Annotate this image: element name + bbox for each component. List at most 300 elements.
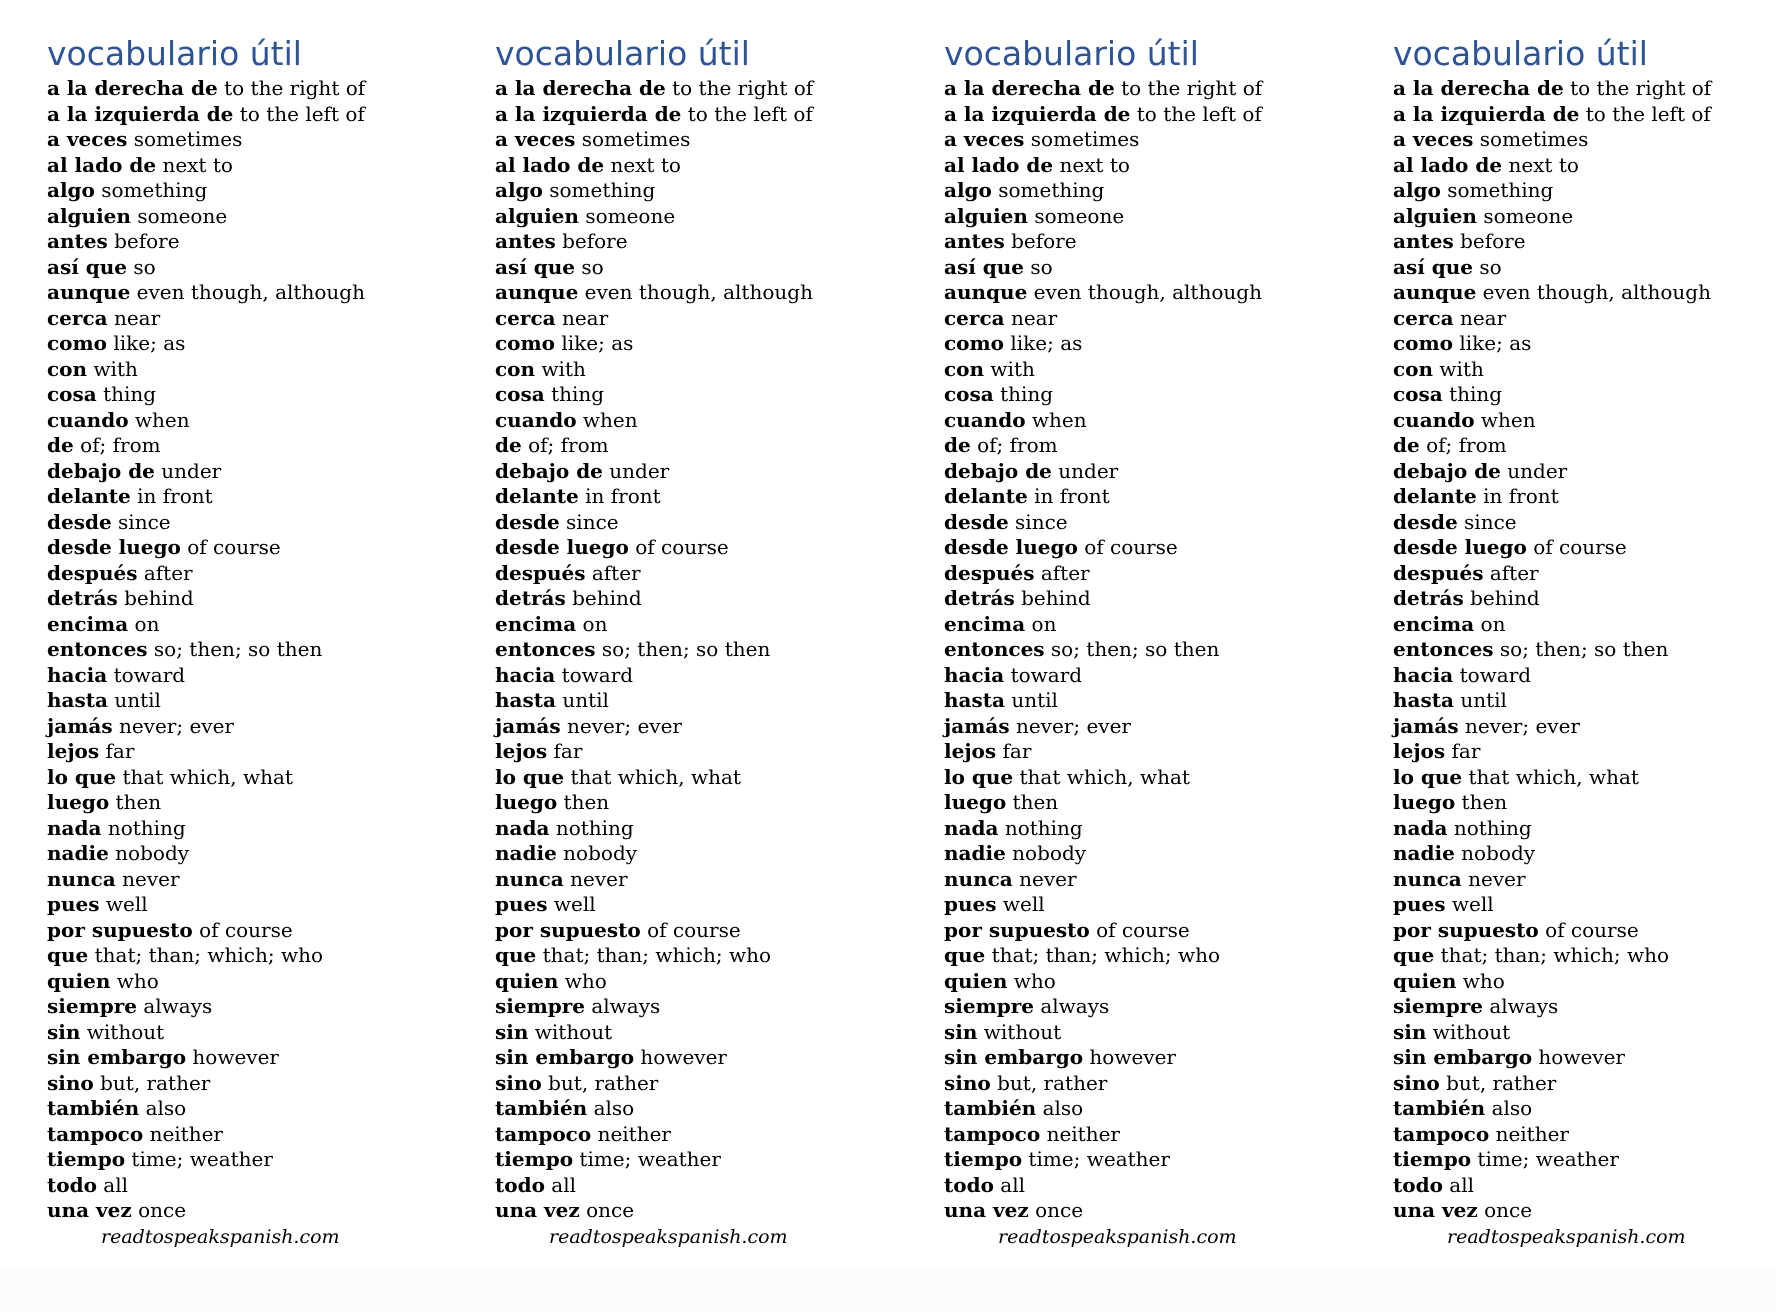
english-translation: to the left of bbox=[239, 101, 365, 126]
spanish-term: nada bbox=[944, 815, 999, 840]
english-translation: neither bbox=[1046, 1121, 1120, 1146]
spanish-term: también bbox=[495, 1096, 588, 1120]
vocab-entry bbox=[944, 433, 1344, 459]
vocab-entry bbox=[47, 1173, 447, 1199]
vocab-entry bbox=[495, 816, 895, 842]
english-translation: who bbox=[564, 968, 607, 993]
english-translation: like; as bbox=[1459, 331, 1532, 355]
english-translation: thing bbox=[1000, 382, 1054, 406]
vocab-entry bbox=[47, 127, 447, 153]
column-footer: readtospeakspanish.com bbox=[101, 1225, 340, 1248]
vocab-entry bbox=[944, 612, 1344, 638]
vocab-entry bbox=[495, 357, 895, 383]
vocab-entry bbox=[944, 1198, 1344, 1224]
spanish-term: nadie bbox=[47, 841, 109, 865]
spanish-term: lejos bbox=[47, 739, 100, 763]
vocab-entry bbox=[495, 255, 895, 281]
vocab-entry bbox=[944, 382, 1344, 408]
vocab-entry bbox=[495, 1020, 895, 1046]
spanish-term: quien bbox=[944, 968, 1008, 993]
english-translation: after bbox=[143, 560, 193, 585]
english-translation: after bbox=[1489, 560, 1539, 585]
english-translation: since bbox=[566, 509, 619, 534]
spanish-term: por supuesto bbox=[944, 917, 1090, 942]
english-translation: someone bbox=[1483, 203, 1574, 228]
vocab-entry bbox=[1393, 943, 1776, 969]
vocab-entry bbox=[944, 459, 1344, 485]
english-translation: that which, what bbox=[1019, 764, 1190, 789]
vocab-entry bbox=[47, 484, 447, 510]
english-translation: of course bbox=[1545, 917, 1639, 942]
spanish-term: al lado de bbox=[1393, 152, 1503, 177]
vocab-entry bbox=[47, 306, 447, 332]
spanish-term: antes bbox=[944, 229, 1005, 253]
vocab-entry bbox=[495, 1071, 895, 1097]
english-translation: after bbox=[1040, 560, 1090, 585]
vocab-entry bbox=[944, 306, 1344, 332]
english-translation: always bbox=[1489, 994, 1559, 1018]
spanish-term: siempre bbox=[1393, 994, 1483, 1018]
vocab-entry bbox=[944, 841, 1344, 867]
english-translation: since bbox=[1015, 509, 1068, 534]
english-translation: even though, although bbox=[1482, 280, 1711, 304]
spanish-term: como bbox=[1393, 331, 1454, 355]
spanish-term: desde luego bbox=[944, 535, 1078, 559]
english-translation: to the left of bbox=[1585, 101, 1711, 126]
spanish-term: tiempo bbox=[47, 1147, 126, 1171]
vocab-entry bbox=[495, 969, 895, 995]
vocab-entry bbox=[495, 739, 895, 765]
spanish-term: con bbox=[1393, 356, 1434, 381]
vocab-entry bbox=[47, 510, 447, 536]
english-translation: so bbox=[581, 254, 604, 279]
english-translation: until bbox=[562, 688, 609, 712]
english-translation: sometimes bbox=[133, 127, 243, 151]
spanish-term: hasta bbox=[495, 688, 556, 712]
spanish-term: aunque bbox=[495, 280, 579, 304]
vocab-entry bbox=[944, 76, 1344, 102]
spanish-term: siempre bbox=[944, 994, 1034, 1018]
spanish-term: a la derecha de bbox=[47, 76, 218, 100]
english-translation: to the right of bbox=[1570, 76, 1712, 100]
english-translation: then bbox=[563, 790, 610, 814]
spanish-term: delante bbox=[1393, 484, 1477, 508]
english-translation: nobody bbox=[1012, 841, 1087, 865]
english-translation: of; from bbox=[80, 433, 161, 457]
vocab-entry bbox=[1393, 637, 1776, 663]
spanish-term: sin embargo bbox=[495, 1045, 635, 1069]
english-translation: next to bbox=[1059, 152, 1130, 177]
vocab-entry bbox=[1393, 484, 1776, 510]
spanish-term: algo bbox=[944, 178, 992, 202]
spanish-term: todo bbox=[944, 1172, 994, 1197]
spanish-term: sin embargo bbox=[944, 1045, 1084, 1069]
vocab-entry bbox=[1393, 204, 1776, 230]
vocab-entry bbox=[47, 459, 447, 485]
spanish-term: debajo de bbox=[944, 458, 1052, 483]
spanish-term: sino bbox=[495, 1070, 542, 1095]
vocab-entry bbox=[47, 841, 447, 867]
english-translation: never bbox=[570, 866, 628, 891]
spanish-term: a la derecha de bbox=[944, 76, 1115, 100]
vocab-entry bbox=[495, 1122, 895, 1148]
vocab-entry bbox=[944, 637, 1344, 663]
spanish-term: sin bbox=[47, 1019, 81, 1044]
vocab-column-3 bbox=[944, 32, 1344, 1250]
vocab-entry bbox=[944, 153, 1344, 179]
spanish-term: a la izquierda de bbox=[944, 101, 1131, 126]
vocab-entry bbox=[47, 408, 447, 434]
spanish-term: nunca bbox=[495, 866, 564, 891]
english-translation: on bbox=[134, 611, 160, 636]
vocab-entry bbox=[495, 943, 895, 969]
english-translation: without bbox=[86, 1019, 165, 1044]
spanish-term: nadie bbox=[1393, 841, 1455, 865]
vocab-entry bbox=[495, 637, 895, 663]
vocab-entry bbox=[1393, 229, 1776, 255]
spanish-term: luego bbox=[495, 790, 558, 814]
english-translation: in front bbox=[585, 484, 661, 508]
english-translation: so; then; so then bbox=[1050, 637, 1220, 661]
spanish-term: jamás bbox=[944, 713, 1010, 738]
english-translation: of course bbox=[1096, 917, 1190, 942]
vocab-entry bbox=[495, 867, 895, 893]
english-translation: of course bbox=[1533, 535, 1627, 559]
spanish-term: hacia bbox=[47, 662, 108, 687]
vocab-entry bbox=[1393, 102, 1776, 128]
vocab-entry bbox=[944, 790, 1344, 816]
vocab-entry bbox=[1393, 561, 1776, 587]
vocab-entry bbox=[944, 280, 1344, 306]
english-translation: neither bbox=[149, 1121, 223, 1146]
vocab-entry bbox=[944, 1147, 1344, 1173]
spanish-term: sin embargo bbox=[1393, 1045, 1533, 1069]
english-translation: always bbox=[591, 994, 661, 1018]
english-translation: toward bbox=[1010, 662, 1083, 687]
vocab-entry bbox=[1393, 612, 1776, 638]
english-translation: of course bbox=[635, 535, 729, 559]
vocab-entry bbox=[1393, 280, 1776, 306]
vocab-entry bbox=[944, 1096, 1344, 1122]
english-translation: before bbox=[1011, 229, 1077, 253]
spanish-term: también bbox=[1393, 1096, 1486, 1120]
vocab-entry bbox=[1393, 1045, 1776, 1071]
spanish-term: entonces bbox=[495, 637, 596, 661]
vocab-list bbox=[944, 76, 1344, 1224]
english-translation: with bbox=[541, 356, 586, 381]
vocab-entry bbox=[495, 459, 895, 485]
vocab-entry bbox=[1393, 739, 1776, 765]
vocab-entry bbox=[47, 637, 447, 663]
english-translation: on bbox=[1480, 611, 1506, 636]
spanish-term: entonces bbox=[1393, 637, 1494, 661]
vocab-list bbox=[495, 76, 895, 1224]
spanish-term: encima bbox=[1393, 611, 1475, 636]
vocab-entry bbox=[495, 127, 895, 153]
spanish-term: lejos bbox=[944, 739, 997, 763]
spanish-term: entonces bbox=[47, 637, 148, 661]
english-translation: nobody bbox=[563, 841, 638, 865]
vocab-entry bbox=[944, 535, 1344, 561]
english-translation: then bbox=[1461, 790, 1508, 814]
spanish-term: detrás bbox=[47, 586, 118, 610]
english-translation: so bbox=[1030, 254, 1053, 279]
english-translation: of; from bbox=[1426, 433, 1507, 457]
english-translation: that; than; which; who bbox=[991, 943, 1221, 967]
english-translation: sometimes bbox=[1479, 127, 1589, 151]
vocab-entry bbox=[1393, 586, 1776, 612]
vocab-entry bbox=[47, 204, 447, 230]
english-translation: without bbox=[983, 1019, 1062, 1044]
vocab-entry bbox=[47, 1096, 447, 1122]
spanish-term: cuando bbox=[495, 407, 577, 432]
spanish-term: después bbox=[47, 560, 138, 585]
vocab-entry bbox=[495, 765, 895, 791]
vocab-entry bbox=[495, 561, 895, 587]
vocab-entry bbox=[1393, 841, 1776, 867]
english-translation: something bbox=[101, 178, 208, 202]
vocab-entry bbox=[47, 1071, 447, 1097]
spanish-term: antes bbox=[495, 229, 556, 253]
spanish-term: hasta bbox=[944, 688, 1005, 712]
english-translation: who bbox=[116, 968, 159, 993]
vocab-entry bbox=[47, 76, 447, 102]
english-translation: also bbox=[145, 1096, 187, 1120]
spanish-term: quien bbox=[495, 968, 559, 993]
spanish-term: a la izquierda de bbox=[1393, 101, 1580, 126]
vocab-list bbox=[1393, 76, 1776, 1224]
spanish-term: tiempo bbox=[1393, 1147, 1472, 1171]
vocab-entry bbox=[495, 102, 895, 128]
english-translation: someone bbox=[137, 203, 228, 228]
spanish-term: nadie bbox=[495, 841, 557, 865]
spanish-term: cerca bbox=[1393, 305, 1454, 330]
spanish-term: al lado de bbox=[944, 152, 1054, 177]
english-translation: under bbox=[609, 458, 670, 483]
vocab-entry bbox=[47, 535, 447, 561]
vocab-entry bbox=[495, 76, 895, 102]
english-translation: once bbox=[1484, 1198, 1533, 1222]
english-translation: next to bbox=[610, 152, 681, 177]
spanish-term: quien bbox=[1393, 968, 1457, 993]
english-translation: with bbox=[1439, 356, 1484, 381]
spanish-term: delante bbox=[47, 484, 131, 508]
spanish-term: lejos bbox=[495, 739, 548, 763]
english-translation: all bbox=[1000, 1172, 1025, 1197]
spanish-term: con bbox=[944, 356, 985, 381]
english-translation: so bbox=[1479, 254, 1502, 279]
english-translation: behind bbox=[572, 586, 642, 610]
english-translation: also bbox=[1491, 1096, 1533, 1120]
vocab-entry bbox=[944, 663, 1344, 689]
vocab-entry bbox=[47, 994, 447, 1020]
vocab-entry bbox=[47, 1020, 447, 1046]
english-translation: before bbox=[1460, 229, 1526, 253]
english-translation: next to bbox=[1508, 152, 1579, 177]
spanish-term: tampoco bbox=[1393, 1121, 1490, 1146]
spanish-term: como bbox=[47, 331, 108, 355]
spanish-term: sin embargo bbox=[47, 1045, 187, 1069]
column-footer: readtospeakspanish.com bbox=[549, 1225, 788, 1248]
english-translation: in front bbox=[1483, 484, 1559, 508]
vocab-entry bbox=[1393, 255, 1776, 281]
vocab-entry bbox=[495, 688, 895, 714]
english-translation: all bbox=[1449, 1172, 1474, 1197]
vocab-entry bbox=[495, 714, 895, 740]
english-translation: never; ever bbox=[1464, 713, 1580, 738]
vocab-entry bbox=[944, 994, 1344, 1020]
spanish-term: luego bbox=[47, 790, 110, 814]
vocab-entry bbox=[944, 586, 1344, 612]
vocab-entry bbox=[1393, 510, 1776, 536]
vocab-entry bbox=[944, 1020, 1344, 1046]
english-translation: even though, although bbox=[1033, 280, 1262, 304]
vocab-entry bbox=[944, 255, 1344, 281]
vocab-entry bbox=[47, 765, 447, 791]
page-bottom-margin bbox=[0, 1270, 1776, 1312]
spanish-term: delante bbox=[944, 484, 1028, 508]
vocab-entry bbox=[1393, 790, 1776, 816]
spanish-term: antes bbox=[47, 229, 108, 253]
spanish-term: nunca bbox=[1393, 866, 1462, 891]
spanish-term: a veces bbox=[944, 127, 1025, 151]
english-translation: however bbox=[1089, 1045, 1176, 1069]
english-translation: so; then; so then bbox=[153, 637, 323, 661]
english-translation: well bbox=[105, 892, 148, 916]
english-translation: once bbox=[138, 1198, 187, 1222]
english-translation: far bbox=[553, 739, 583, 763]
english-translation: behind bbox=[1470, 586, 1540, 610]
spanish-term: todo bbox=[47, 1172, 97, 1197]
english-translation: on bbox=[1031, 611, 1057, 636]
spanish-term: lo que bbox=[47, 764, 117, 789]
english-translation: who bbox=[1462, 968, 1505, 993]
english-translation: when bbox=[582, 407, 638, 432]
spanish-term: lo que bbox=[944, 764, 1014, 789]
vocab-entry bbox=[495, 1198, 895, 1224]
spanish-term: antes bbox=[1393, 229, 1454, 253]
spanish-term: pues bbox=[495, 892, 548, 916]
spanish-term: tiempo bbox=[944, 1147, 1023, 1171]
english-translation: until bbox=[114, 688, 161, 712]
vocab-entry bbox=[495, 382, 895, 408]
spanish-term: sino bbox=[1393, 1070, 1440, 1095]
vocab-entry bbox=[944, 229, 1344, 255]
english-translation: of; from bbox=[528, 433, 609, 457]
english-translation: with bbox=[93, 356, 138, 381]
spanish-term: delante bbox=[495, 484, 579, 508]
english-translation: that which, what bbox=[1468, 764, 1639, 789]
vocab-entry bbox=[47, 816, 447, 842]
vocab-entry bbox=[47, 1045, 447, 1071]
english-translation: behind bbox=[1021, 586, 1091, 610]
vocab-entry bbox=[47, 153, 447, 179]
english-translation: nothing bbox=[555, 815, 634, 840]
english-translation: something bbox=[998, 178, 1105, 202]
vocab-entry bbox=[944, 357, 1344, 383]
english-translation: but, rather bbox=[548, 1070, 659, 1095]
english-translation: under bbox=[1507, 458, 1568, 483]
spanish-term: cosa bbox=[944, 382, 994, 406]
english-translation: without bbox=[534, 1019, 613, 1044]
vocab-entry bbox=[1393, 357, 1776, 383]
english-translation: time; weather bbox=[579, 1147, 721, 1171]
vocab-entry bbox=[47, 382, 447, 408]
vocab-entry bbox=[944, 1122, 1344, 1148]
vocab-entry bbox=[944, 1071, 1344, 1097]
english-translation: nothing bbox=[1453, 815, 1532, 840]
vocab-entry bbox=[495, 841, 895, 867]
english-translation: that which, what bbox=[122, 764, 293, 789]
english-translation: since bbox=[1464, 509, 1517, 534]
spanish-term: sino bbox=[47, 1070, 94, 1095]
vocab-entry bbox=[944, 331, 1344, 357]
vocab-entry bbox=[1393, 714, 1776, 740]
spanish-term: luego bbox=[1393, 790, 1456, 814]
spanish-term: detrás bbox=[495, 586, 566, 610]
spanish-term: alguien bbox=[1393, 203, 1477, 228]
spanish-term: nunca bbox=[944, 866, 1013, 891]
vocab-entry bbox=[1393, 408, 1776, 434]
spanish-term: también bbox=[47, 1096, 140, 1120]
column-title: vocabulario útil bbox=[1393, 34, 1648, 73]
english-translation: toward bbox=[561, 662, 634, 687]
vocab-entry bbox=[944, 510, 1344, 536]
spanish-term: hacia bbox=[495, 662, 556, 687]
spanish-term: algo bbox=[1393, 178, 1441, 202]
english-translation: of course bbox=[199, 917, 293, 942]
english-translation: once bbox=[586, 1198, 635, 1222]
spanish-term: encima bbox=[47, 611, 129, 636]
vocab-entry bbox=[47, 357, 447, 383]
spanish-term: desde luego bbox=[1393, 535, 1527, 559]
spanish-term: cuando bbox=[944, 407, 1026, 432]
vocab-entry bbox=[944, 102, 1344, 128]
english-translation: something bbox=[549, 178, 656, 202]
english-translation: however bbox=[192, 1045, 279, 1069]
vocab-entry bbox=[47, 612, 447, 638]
spanish-term: todo bbox=[1393, 1172, 1443, 1197]
vocab-column-2 bbox=[495, 32, 895, 1250]
vocab-entry bbox=[47, 586, 447, 612]
vocab-entry bbox=[47, 688, 447, 714]
spanish-term: algo bbox=[495, 178, 543, 202]
english-translation: that; than; which; who bbox=[94, 943, 324, 967]
english-translation: but, rather bbox=[997, 1070, 1108, 1095]
vocab-entry bbox=[495, 612, 895, 638]
vocab-entry bbox=[47, 943, 447, 969]
english-translation: nothing bbox=[107, 815, 186, 840]
vocab-entry bbox=[495, 204, 895, 230]
spanish-term: que bbox=[1393, 943, 1435, 967]
vocab-entry bbox=[495, 892, 895, 918]
vocab-entry bbox=[495, 229, 895, 255]
vocab-entry bbox=[1393, 127, 1776, 153]
english-translation: like; as bbox=[561, 331, 634, 355]
vocab-entry bbox=[495, 484, 895, 510]
spanish-term: una vez bbox=[47, 1198, 132, 1222]
spanish-term: a la derecha de bbox=[1393, 76, 1564, 100]
english-translation: next to bbox=[162, 152, 233, 177]
vocab-entry bbox=[1393, 892, 1776, 918]
vocab-entry bbox=[944, 204, 1344, 230]
vocab-entry bbox=[944, 1045, 1344, 1071]
vocab-entry bbox=[1393, 969, 1776, 995]
spanish-term: tiempo bbox=[495, 1147, 574, 1171]
spanish-term: nada bbox=[47, 815, 102, 840]
english-translation: all bbox=[551, 1172, 576, 1197]
vocab-entry bbox=[47, 1122, 447, 1148]
